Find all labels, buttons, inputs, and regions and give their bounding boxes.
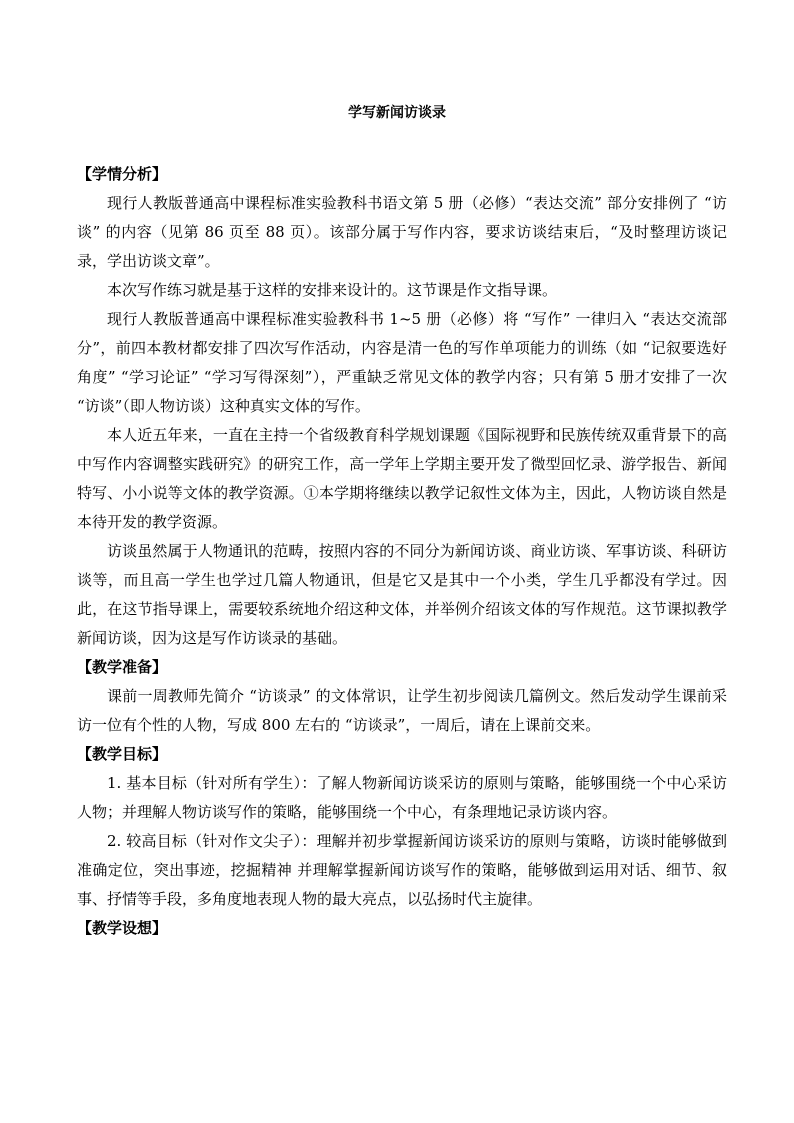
paragraph: 2. 较高目标（针对作文尖子）：理解并初步掌握新闻访谈采访的原则与策略，访谈时能够做到准确定位，突出事迹，挖掘精神 并理解掌握新闻访谈写作的策略，能够做到运用对话、细节、叙事、抒情等手段，多角度地表现人物的最大亮点，以弘扬时代主旋律。 <box>77 832 727 908</box>
section-learning-analysis <box>77 160 727 653</box>
section-heading: 【教学准备】 <box>77 658 168 676</box>
document-title: 学写新闻访谈录 <box>348 105 446 121</box>
paragraph: 本人近五年来，一直在主持一个省级教育科学规划课题《国际视野和民族传统双重背景下的高中写作内容调整实践研究》的研究工作，高一学年上学期主要开发了微型回忆录、游学报告、新闻特写、小小说等文体的教学资源。①本学期将继续以教学记叙性文体为主，因此，人物访谈自然是本待开发的教学资源。 <box>77 426 727 531</box>
section-teaching-preparation <box>77 653 727 740</box>
paragraph: 本次写作练习就是基于这样的安排来设计的。这节课是作文指导课。 <box>107 281 558 299</box>
paragraph: 现行人教版普通高中课程标准实验教科书 1~5 册（必修）将 “写作” 一律归入 “表达交流部分”，前四本教材都安排了四次写作活动，内容是清一色的写作单项能力的训练（如 “记叙要选好角度” “学习论证” “学习写得深刻”），严重缺乏常见文体的教学内容；只有第 5 册才安排了一次 “访谈”（即人物访谈）这种真实文体的写作。 <box>77 310 727 415</box>
section-heading: 【教学设想】 <box>77 919 168 937</box>
section-heading: 【教学目标】 <box>77 745 168 763</box>
section-teaching-objectives <box>77 740 727 914</box>
paragraph: 现行人教版普通高中课程标准实验教科书语文第 5 册（必修）“表达交流” 部分安排例了 “访谈” 的内容（见第 86 页至 88 页）。该部分属于写作内容，要求访谈结束后，“及时整理访谈记录，学出访谈文章”。 <box>77 194 727 270</box>
section-heading: 【学情分析】 <box>77 165 168 183</box>
paragraph: 课前一周教师先简介 “访谈录” 的文体常识，让学生初步阅读几篇例文。然后发动学生课前采访一位有个性的人物，写成 800 左右的 “访谈录”，一周后，请在上课前交来。 <box>77 687 727 734</box>
section-teaching-plan <box>77 914 727 943</box>
document-body <box>77 160 727 943</box>
paragraph: 访谈虽然属于人物通讯的范畴，按照内容的不同分为新闻访谈、商业访谈、军事访谈、科研访谈等，而且高一学生也学过几篇人物通讯，但是它又是其中一个小类，学生几乎都没有学过。因此，在这节指导课上，需要较系统地介绍这种文体，并举例介绍该文体的写作规范。这节课拟教学新闻访谈，因为这是写作访谈录的基础。 <box>77 542 727 647</box>
paragraph: 1. 基本目标（针对所有学生）：了解人物新闻访谈采访的原则与策略，能够围绕一个中心采访人物；并理解人物访谈写作的策略，能够围绕一个中心，有条理地记录访谈内容。 <box>77 774 727 821</box>
